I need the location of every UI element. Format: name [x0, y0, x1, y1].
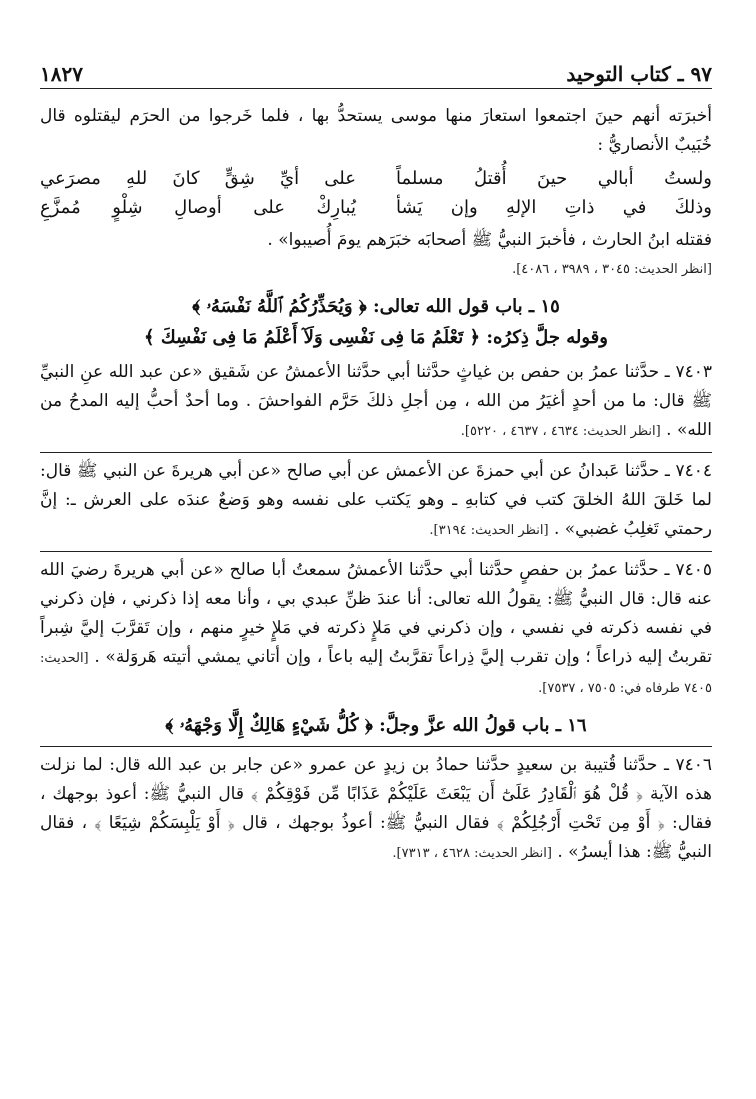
- hadith-7403-text: ٧٤٠٣ ـ حدَّثنا عمرُ بن حفص بن غياثٍ حدَّثنا أبي حدَّثنا الأعمشُ عن شَقيق «عن عبد الله عنِ النبيِّ ﷺ قال: ما من أحدٍ أغيَرُ من الله ، مِن أجلِ ذلكَ حَرَّم الفواحشَ . وما أحدٌ أحبُّ إليه المدحُ من الله» .: [40, 362, 712, 440]
- hadith-7405-ref: [الحديث: ٧٤٠٥ طرفاه في: ٧٥٠٥ ، ٧٥٣٧].: [40, 651, 712, 696]
- poem-line-1b: على أيِّ شِقٍّ كانَ للهِ مصرَعي: [40, 168, 356, 189]
- intro-after: فقتله ابنُ الحارث ، فأخبرَ النبيُّ ﷺ أصحابَه خبَرَهم يومَ أُصيبوا» .: [267, 230, 712, 250]
- page-body: [40, 102, 712, 868]
- hadith-7405-text: ٧٤٠٥ ـ حدَّثنا عمرُ بن حفصٍ حدَّثنا أبي حدَّثنا الأعمشُ سمعتُ أبا صالح «عن أبي هريرةَ رضيَ الله عنه قال: قال النبيُّ ﷺ: يقولُ الله تعالى: أنا عندَ ظنِّ عبدي بي ، وأنا معه إذا ذكرني ، فإن ذكرني في نفسه ذكرته في نفسي ، وإن ذكرني في مَلإٍ ذكرته في مَلإٍ خيرٍ منهم ، وإن تَقرَّبَ إليَّ شِبراً تقربتُ إليه ذراعاً ؛ وإن تقرب إليَّ ذِراعاً تقرَّبتُ إليه باعاً ، وإن أتاني يمشي أتيته هَروَلة» .: [40, 560, 712, 667]
- chapter-15-title: ١٥ ـ باب قول الله تعالى: ﴿ وَيُحَذِّرُكُمُ ٱللَّهُ نَفْسَهُۥ ﴾: [192, 296, 560, 317]
- intro-text: أخبرَته أنهم حينَ اجتمعوا استعارَ منها موسى يستحدُّ بها ، فلما خَرجوا من الحرَم ليقتلوه قال خُبَيبٌ الأنصاريُّ :: [40, 106, 712, 155]
- hadith-7403: [40, 358, 712, 446]
- divider: [40, 551, 712, 552]
- hadith-7406: [40, 751, 712, 868]
- hadith-7405: [40, 556, 712, 703]
- divider: [40, 746, 712, 747]
- hadith-7406-text: ٧٤٠٦ ـ حدَّثنا قُتيبة بن سعيدٍ حدَّثنا حمادُ بن زيدٍ عن عمرو «عن جابر بن عبد الله قال: لما نزلت هذه الآية ﴿ قُلْ هُوَ ٱلْقَادِرُ عَلَىٰٓ أَن يَبْعَثَ عَلَيْكُمْ عَذَابًا مِّن فَوْقِكُمْ ﴾ قال النبيُّ ﷺ: أعوذ بوجهك ، فقال: ﴿ أَوْ مِن تَحْتِ أَرْجُلِكُمْ ﴾ فقال النبيُّ ﷺ: أعوذُ بوجهك ، قال ﴿ أَوْ يَلْبِسَكُمْ شِيَعًا ﴾ ، فقال النبيُّ ﷺ: هذا أيسرُ» .: [40, 755, 712, 862]
- divider: [40, 452, 712, 453]
- hadith-7404: [40, 457, 712, 545]
- chapter-15-subtitle: وقوله جلَّ ذِكرُه: ﴿ تَعْلَمُ مَا فِى نَفْسِى وَلَآ أَعْلَمُ مَا فِى نَفْسِكَ ﴾: [144, 327, 608, 348]
- poem: [40, 164, 712, 222]
- page-number: ١٨٢٧: [40, 62, 83, 86]
- hadith-7404-ref: [انظر الحديث: ٣١٩٤].: [429, 523, 549, 538]
- book-title: ٩٧ ـ كتاب التوحيد: [566, 62, 712, 86]
- hadith-7406-ref: [انظر الحديث: ٤٦٢٨ ، ٧٣١٣].: [392, 846, 552, 861]
- chapter-16-title: ١٦ ـ باب قولُ الله عزَّ وجلَّ: ﴿ كُلُّ شَيْءٍ هَالِكٌ إِلَّا وَجْهَهُۥ ﴾: [165, 715, 587, 736]
- hadith-7403-ref: [انظر الحديث: ٤٦٣٤ ، ٤٦٣٧ ، ٥٢٢٠].: [460, 424, 661, 439]
- page-header: [40, 58, 712, 89]
- poem-line-2b: يُبارِكْ على أوصالِ شِلْوٍ مُمزَّعِ: [40, 197, 356, 218]
- intro-ref: [انظر الحديث: ٣٠٤٥ ، ٣٩٨٩ ، ٤٠٨٦].: [512, 262, 712, 277]
- poem-line-1a: ولستُ أبالي حينَ أُقتلُ مسلماً: [396, 168, 712, 189]
- hadith-7404-text: ٧٤٠٤ ـ حدَّثنا عَبدانُ عن أبي حمزةَ عن الأعمش عن أبي صالح «عن أبي هريرةَ عن النبي ﷺ قال: لما خَلقَ اللهُ الخلقَ كتب في كتابهِ ـ وهو يَكتب على نفسه وهو وَضعٌ عندَه على العرش ـ: إنَّ رحمتي تَغلِبُ غضبي» .: [40, 461, 712, 539]
- poem-line-2a: وذلكَ في ذاتِ الإلهِ وإن يَشأ: [396, 197, 712, 218]
